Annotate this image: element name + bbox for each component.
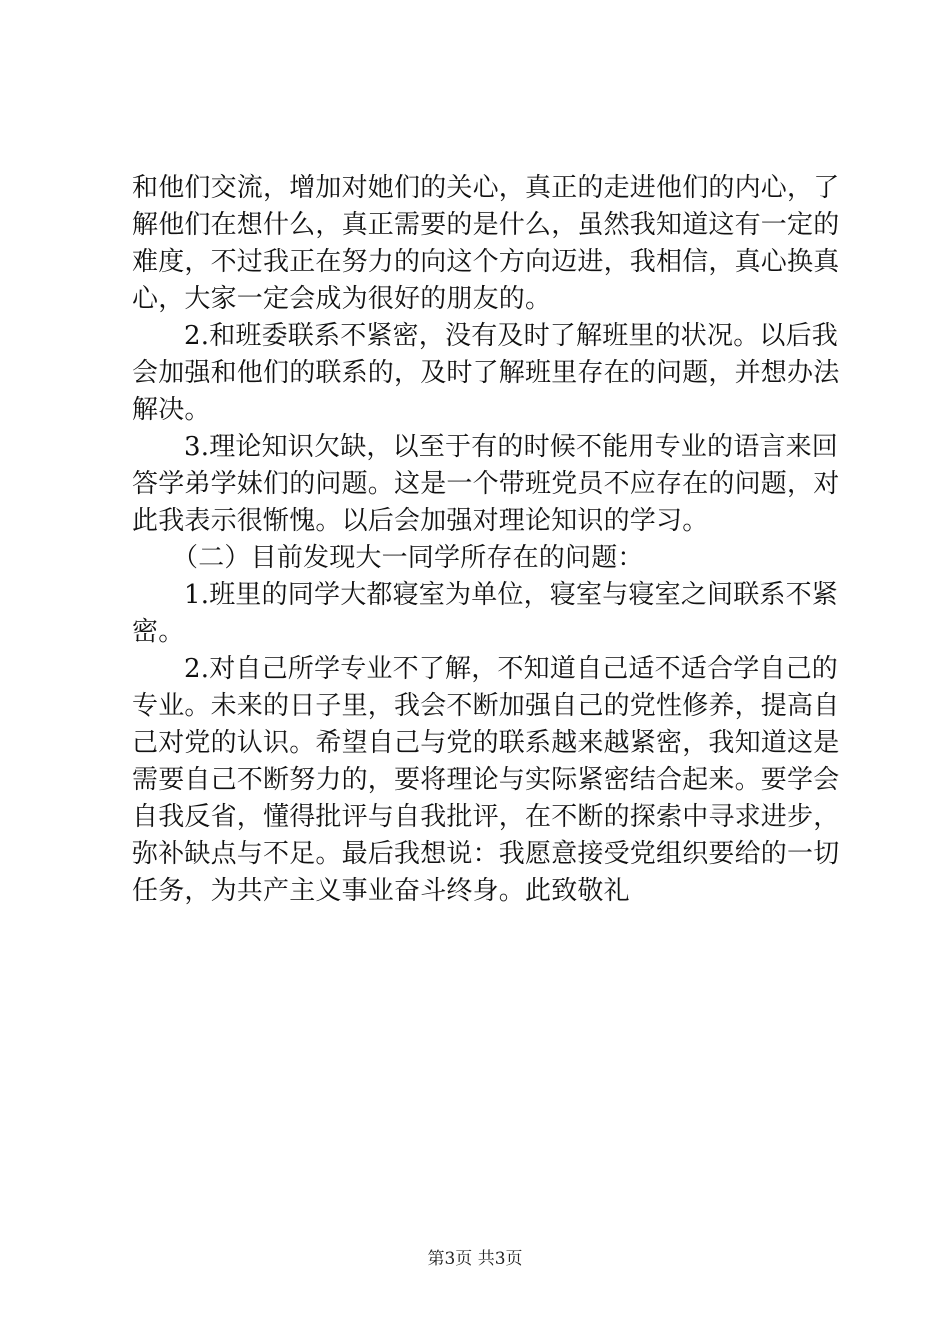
text-line: 弥补缺点与不足。最后我想说：我愿意接受党组织要给的一切 — [132, 839, 840, 869]
document-body — [132, 170, 840, 910]
text-line: 答学弟学妹们的问题。这是一个带班党员不应存在的问题，对 — [132, 469, 840, 499]
page-number-footer: 第3页 共3页 — [427, 1249, 523, 1269]
list-item-line: 3.理论知识欠缺，以至于有的时候不能用专业的语言来回 — [184, 432, 839, 462]
list-item-line: 2.对自己所学专业不了解，不知道自己适不适合学自己的 — [184, 654, 839, 684]
list-item-line: 2.和班委联系不紧密，没有及时了解班里的状况。以后我 — [184, 321, 839, 351]
section-heading: （二）目前发现大一同学所存在的问题： — [172, 543, 644, 573]
text-line: 自我反省，懂得批评与自我批评，在不断的探索中寻求进步， — [132, 802, 840, 832]
text-line: 会加强和他们的联系的，及时了解班里存在的问题，并想办法 — [132, 358, 840, 388]
text-line: 密。 — [132, 617, 185, 647]
text-line: 难度，不过我正在努力的向这个方向迈进，我相信，真心换真 — [132, 247, 840, 277]
text-line: 此我表示很惭愧。以后会加强对理论知识的学习。 — [132, 506, 709, 536]
text-line: 需要自己不断努力的，要将理论与实际紧密结合起来。要学会 — [132, 765, 840, 795]
list-item-line: 1.班里的同学大都寝室为单位，寝室与寝室之间联系不紧 — [184, 580, 839, 610]
text-line: 解决。 — [132, 395, 211, 425]
text-line: 专业。未来的日子里，我会不断加强自己的党性修养，提高自 — [132, 691, 840, 721]
text-line: 和他们交流，增加对她们的关心，真正的走进他们的内心，了 — [132, 173, 840, 203]
text-line: 解他们在想什么，真正需要的是什么，虽然我知道这有一定的 — [132, 210, 840, 240]
text-line: 任务，为共产主义事业奋斗终身。此致敬礼 — [132, 876, 630, 906]
text-line: 心，大家一定会成为很好的朋友的。 — [132, 284, 552, 314]
text-line: 己对党的认识。希望自己与党的联系越来越紧密，我知道这是 — [132, 728, 840, 758]
